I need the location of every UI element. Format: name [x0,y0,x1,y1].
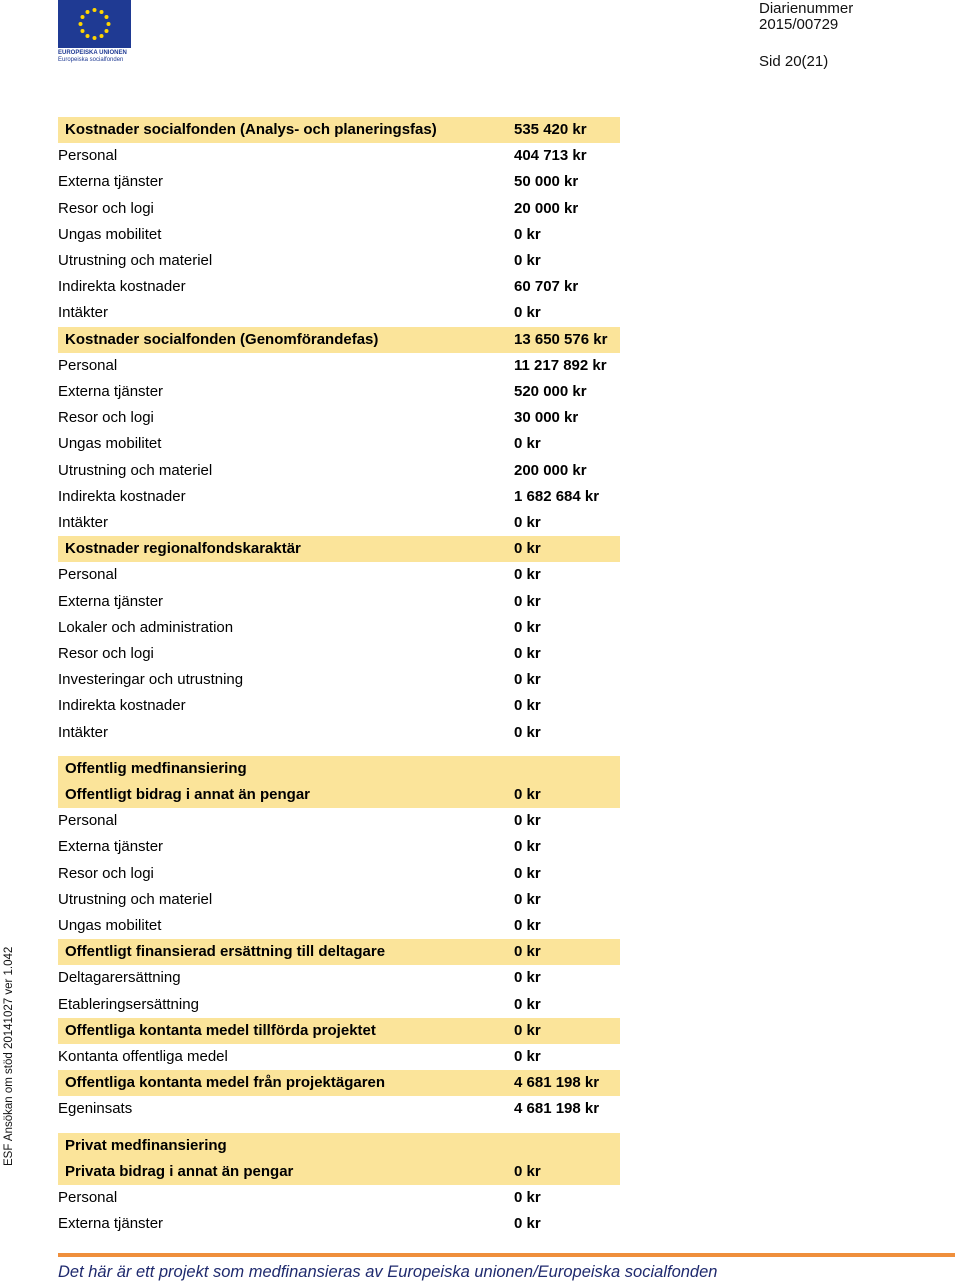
row-label: Egeninsats [58,1100,133,1118]
row-label: Externa tjänster [58,1215,164,1233]
row-amount: 0 kr [514,1215,541,1233]
row-label: Personal [58,356,118,374]
footer-divider [58,1253,955,1257]
section-header-row [58,756,620,782]
row-amount: 0 kr [514,514,541,531]
row-amount: 0 kr [514,252,541,269]
table-row [58,1211,620,1237]
table-row [58,834,620,860]
row-amount: 0 kr [514,969,541,987]
section-header-row [58,1159,620,1185]
table-row [58,248,620,274]
row-label: Personal [58,147,118,165]
row-label: Investeringar och utrustning [58,671,244,689]
table-row [58,353,620,379]
table-row [58,808,620,834]
row-label: Kontanta offentliga medel [58,1048,228,1065]
row-label: Personal [58,566,118,584]
section-header-row [58,939,620,965]
row-label: Deltagarersättning [58,969,181,987]
table-row [58,222,620,248]
row-amount: 1 682 684 kr [514,487,600,505]
row-label: Resor och logi [58,409,154,427]
table-row [58,196,620,222]
row-label: Personal [58,812,118,830]
table-row [58,965,620,991]
row-amount: 0 kr [514,995,541,1013]
row-label: Utrustning och materiel [58,461,213,479]
row-label: Offentligt finansierad ersättning till deltagare [65,943,386,961]
row-label: Personal [58,1189,118,1206]
table-row [58,1044,620,1070]
table-row [58,300,620,326]
row-label: Intäkter [58,723,109,741]
table-row [58,431,620,457]
row-label: Offentliga kontanta medel från projektägaren [65,1074,386,1092]
section-header-row [58,1070,620,1096]
row-amount: 4 681 198 kr [514,1100,600,1118]
row-amount: 0 kr [514,540,541,558]
row-amount: 0 kr [514,943,541,961]
table-row [58,913,620,939]
row-amount: 11 217 892 kr [514,356,607,374]
row-label: Kostnader socialfonden (Analys- och planeringsfas) [65,121,437,138]
section-header-row [58,327,620,353]
row-label: Lokaler och administration [58,618,234,636]
section-header-row [58,782,620,808]
row-amount: 0 kr [514,812,541,830]
row-label: Resor och logi [58,864,154,882]
table-row [58,405,620,431]
row-label: Externa tjänster [58,173,164,191]
footer-text: Det här är ett projekt som medfinansieras av Europeiska unionen/Europeiska socialfonden [58,1263,718,1281]
row-amount: 0 kr [514,786,541,803]
section-header-row [58,1133,620,1159]
row-label: Intäkter [58,304,109,322]
side-version-text: ESF Ansökan om stöd 20141027 ver 1.042 [3,946,15,1166]
row-label: Resor och logi [58,645,154,662]
row-label: Externa tjänster [58,592,164,610]
row-amount: 0 kr [514,697,541,715]
row-amount: 60 707 kr [514,278,579,296]
table-row [58,667,620,693]
eu-logo [58,0,134,66]
row-label: Kostnader socialfonden (Genomförandefas) [65,330,379,348]
eu-flag-icon [58,0,131,48]
row-label: Etableringsersättning [58,995,199,1013]
row-amount: 404 713 kr [514,147,587,165]
diarienummer-label: Diarienummer [759,0,854,17]
row-amount: 0 kr [514,890,541,908]
table-row [58,641,620,667]
table-row [58,562,620,588]
row-label: Utrustning och materiel [58,890,213,908]
table-row [58,1096,620,1122]
row-amount: 0 kr [514,1189,541,1206]
table-row [58,274,620,300]
row-label: Resor och logi [58,199,154,217]
row-label: Utrustning och materiel [58,252,213,269]
row-amount: 0 kr [514,618,541,636]
row-label: Externa tjänster [58,383,164,400]
row-label: Indirekta kostnader [58,697,186,715]
table-row [58,861,620,887]
section-header-row [58,536,620,562]
row-amount: 20 000 kr [514,199,579,217]
table-row [58,143,620,169]
row-label: Privata bidrag i annat än pengar [65,1162,294,1180]
row-amount: 535 420 kr [514,121,587,138]
row-amount: 0 kr [514,645,541,662]
row-label: Ungas mobilitet [58,435,162,453]
table-row [58,1185,620,1211]
table-row [58,720,620,746]
row-amount: 0 kr [514,917,541,934]
row-label: Privat medfinansiering [65,1136,227,1154]
diarienummer-value: 2015/00729 [759,16,839,33]
row-amount: 50 000 kr [514,173,579,191]
table-row [58,887,620,913]
table-row [58,992,620,1018]
row-label: Externa tjänster [58,838,164,856]
row-label: Ungas mobilitet [58,917,162,934]
section-header-row [58,117,620,143]
table-row [58,169,620,195]
row-amount: 0 kr [514,671,541,689]
table-row [58,693,620,719]
row-amount: 200 000 kr [514,461,587,479]
row-amount: 0 kr [514,304,541,322]
row-amount: 0 kr [514,864,541,882]
row-amount: 0 kr [514,592,541,610]
row-amount: 0 kr [514,566,541,584]
row-label: Offentliga kontanta medel tillförda projektet [65,1021,376,1039]
row-amount: 520 000 kr [514,383,587,400]
logo-line-2: Europeiska socialfonden [58,57,124,63]
row-label: Indirekta kostnader [58,487,186,505]
row-amount: 0 kr [514,1048,541,1065]
table-row [58,510,620,536]
row-amount: 4 681 198 kr [514,1074,600,1092]
page-number: Sid 20(21) [759,53,829,70]
row-amount: 0 kr [514,225,541,243]
row-label: Kostnader regionalfondskaraktär [65,540,301,558]
row-amount: 0 kr [514,838,541,856]
row-label: Offentligt bidrag i annat än pengar [65,786,311,803]
row-amount: 0 kr [514,723,541,741]
row-amount: 13 650 576 kr [514,330,608,348]
logo-line-1: EUROPEISKA UNIONEN [58,50,127,56]
row-label: Ungas mobilitet [58,225,162,243]
row-amount: 0 kr [514,1162,541,1180]
table-row [58,615,620,641]
row-amount: 30 000 kr [514,409,579,427]
row-amount: 0 kr [514,1021,541,1039]
table-row [58,589,620,615]
row-label: Intäkter [58,514,109,531]
table-row [58,458,620,484]
section-header-row [58,1018,620,1044]
row-amount: 0 kr [514,435,541,453]
table-row [58,484,620,510]
row-label: Indirekta kostnader [58,278,186,296]
table-row [58,379,620,405]
row-label: Offentlig medfinansiering [65,759,247,777]
